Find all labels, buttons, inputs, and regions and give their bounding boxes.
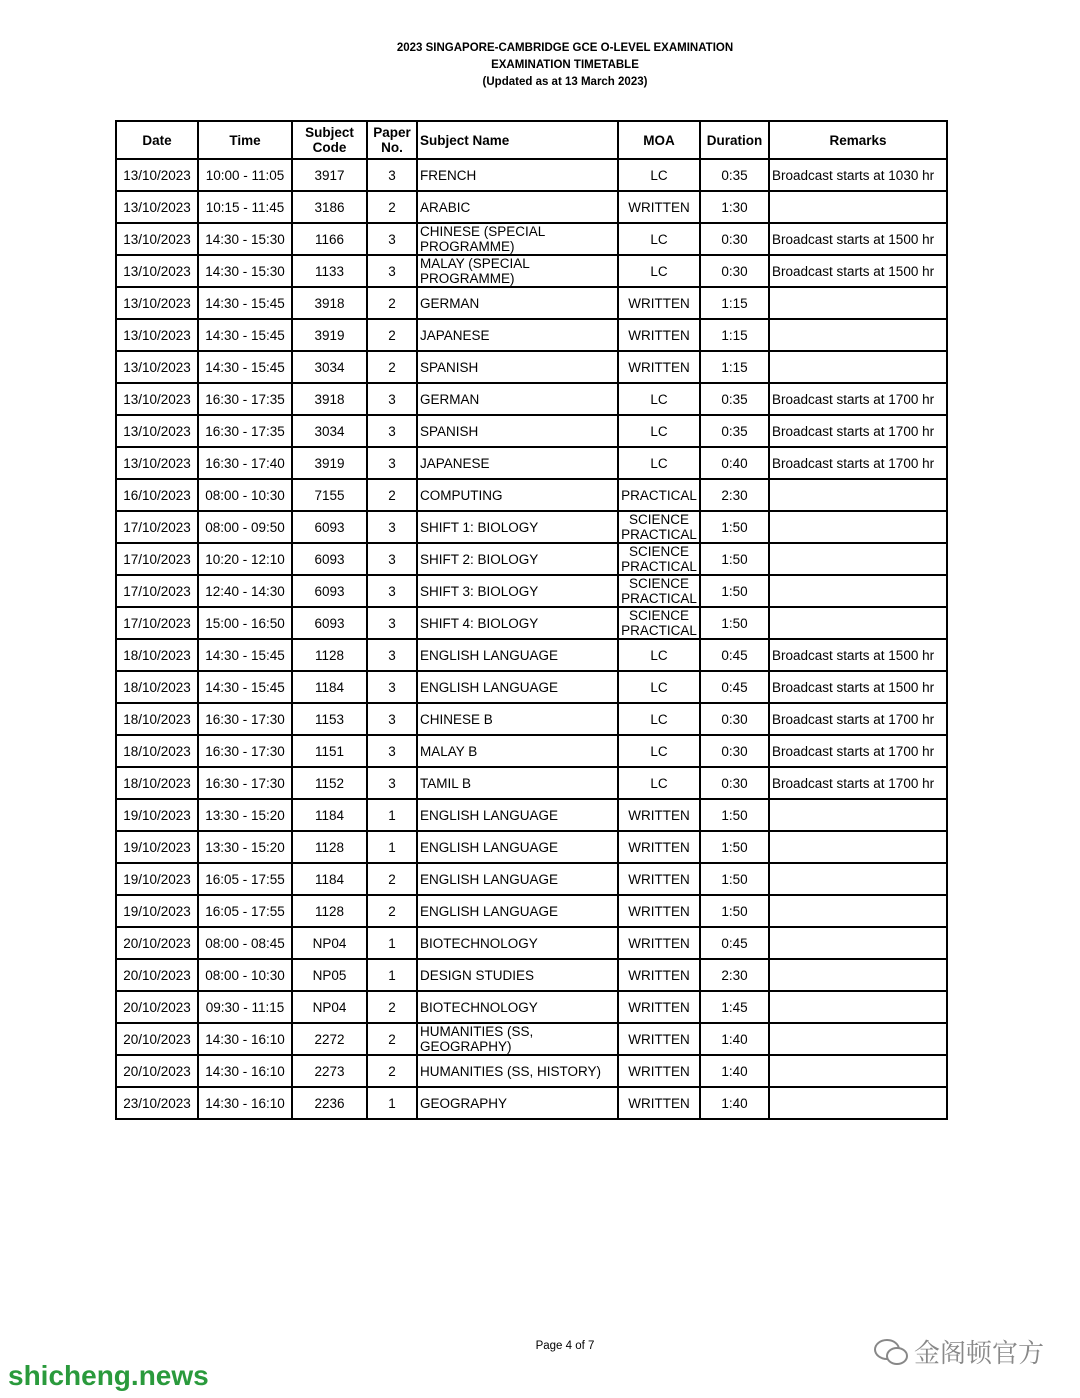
table-body [116, 159, 947, 1119]
cell-paper: 3 [367, 511, 417, 543]
col-remarks: Remarks [769, 121, 947, 159]
table-row [116, 351, 947, 383]
cell-code: NP05 [292, 959, 367, 991]
cell-rem [769, 511, 947, 543]
cell-subj: TAMIL B [417, 767, 618, 799]
cell-time: 13:30 - 15:20 [198, 799, 292, 831]
cell-rem [769, 191, 947, 223]
cell-subj: GEOGRAPHY [417, 1087, 618, 1119]
cell-dur: 0:40 [700, 447, 769, 479]
cell-dur: 0:30 [700, 767, 769, 799]
document-header [0, 40, 1080, 91]
wechat-icon [874, 1339, 908, 1365]
table-row [116, 1023, 947, 1055]
cell-date: 20/10/2023 [116, 1055, 198, 1087]
table-row [116, 191, 947, 223]
cell-code: 1184 [292, 799, 367, 831]
cell-subj: HUMANITIES (SS, HISTORY) [417, 1055, 618, 1087]
cell-rem [769, 1055, 947, 1087]
cell-paper: 3 [367, 447, 417, 479]
cell-moa: SCIENCE PRACTICAL [618, 575, 700, 607]
cell-rem [769, 831, 947, 863]
cell-dur: 0:35 [700, 159, 769, 191]
cell-time: 14:30 - 15:45 [198, 319, 292, 351]
cell-code: 3034 [292, 351, 367, 383]
cell-subj: MALAY B [417, 735, 618, 767]
cell-moa: WRITTEN [618, 287, 700, 319]
cell-code: 3919 [292, 447, 367, 479]
cell-subj: ENGLISH LANGUAGE [417, 799, 618, 831]
cell-dur: 1:15 [700, 351, 769, 383]
cell-dur: 1:50 [700, 543, 769, 575]
cell-rem [769, 479, 947, 511]
cell-code: 2273 [292, 1055, 367, 1087]
cell-paper: 3 [367, 767, 417, 799]
cell-dur: 1:40 [700, 1087, 769, 1119]
cell-paper: 3 [367, 415, 417, 447]
cell-date: 13/10/2023 [116, 223, 198, 255]
cell-paper: 3 [367, 575, 417, 607]
cell-time: 14:30 - 15:45 [198, 639, 292, 671]
cell-rem [769, 607, 947, 639]
cell-paper: 3 [367, 255, 417, 287]
cell-date: 13/10/2023 [116, 319, 198, 351]
cell-time: 08:00 - 09:50 [198, 511, 292, 543]
cell-paper: 2 [367, 1023, 417, 1055]
cell-rem [769, 799, 947, 831]
cell-code: 1128 [292, 895, 367, 927]
cell-rem [769, 351, 947, 383]
cell-time: 09:30 - 11:15 [198, 991, 292, 1023]
table-row [116, 767, 947, 799]
cell-paper: 3 [367, 383, 417, 415]
cell-paper: 1 [367, 831, 417, 863]
cell-subj: MALAY (SPECIAL PROGRAMME) [417, 255, 618, 287]
table-row [116, 575, 947, 607]
table-row [116, 543, 947, 575]
table-row [116, 863, 947, 895]
cell-date: 13/10/2023 [116, 287, 198, 319]
cell-time: 16:05 - 17:55 [198, 895, 292, 927]
cell-dur: 1:30 [700, 191, 769, 223]
cell-moa: SCIENCE PRACTICAL [618, 607, 700, 639]
cell-date: 17/10/2023 [116, 543, 198, 575]
cell-code: 1184 [292, 671, 367, 703]
cell-time: 14:30 - 16:10 [198, 1023, 292, 1055]
cell-subj: ENGLISH LANGUAGE [417, 639, 618, 671]
cell-dur: 2:30 [700, 479, 769, 511]
cell-time: 10:15 - 11:45 [198, 191, 292, 223]
cell-date: 13/10/2023 [116, 159, 198, 191]
table-row [116, 607, 947, 639]
cell-time: 16:30 - 17:35 [198, 383, 292, 415]
cell-date: 19/10/2023 [116, 863, 198, 895]
cell-moa: LC [618, 639, 700, 671]
col-date: Date [116, 121, 198, 159]
cell-dur: 1:50 [700, 511, 769, 543]
cell-code: 6093 [292, 575, 367, 607]
cell-subj: FRENCH [417, 159, 618, 191]
cell-date: 13/10/2023 [116, 191, 198, 223]
cell-rem [769, 287, 947, 319]
cell-rem [769, 543, 947, 575]
cell-dur: 0:30 [700, 703, 769, 735]
cell-rem: Broadcast starts at 1500 hr [769, 639, 947, 671]
cell-paper: 2 [367, 351, 417, 383]
cell-paper: 2 [367, 287, 417, 319]
cell-moa: WRITTEN [618, 191, 700, 223]
cell-moa: LC [618, 223, 700, 255]
cell-paper: 1 [367, 927, 417, 959]
cell-paper: 2 [367, 991, 417, 1023]
cell-dur: 1:50 [700, 895, 769, 927]
cell-paper: 2 [367, 191, 417, 223]
cell-dur: 0:30 [700, 255, 769, 287]
cell-time: 16:05 - 17:55 [198, 863, 292, 895]
cell-subj: HUMANITIES (SS, GEOGRAPHY) [417, 1023, 618, 1055]
cell-dur: 2:30 [700, 959, 769, 991]
cell-time: 16:30 - 17:30 [198, 703, 292, 735]
table-row [116, 383, 947, 415]
cell-moa: LC [618, 415, 700, 447]
cell-code: 1128 [292, 639, 367, 671]
cell-time: 16:30 - 17:30 [198, 767, 292, 799]
cell-code: 6093 [292, 511, 367, 543]
cell-date: 20/10/2023 [116, 927, 198, 959]
cell-dur: 1:15 [700, 287, 769, 319]
header-title: 2023 SINGAPORE-CAMBRIDGE GCE O-LEVEL EXAMINATION [396, 42, 734, 54]
table-row [116, 1087, 947, 1119]
cell-date: 13/10/2023 [116, 351, 198, 383]
cell-rem: Broadcast starts at 1700 hr [769, 703, 947, 735]
cell-rem [769, 319, 947, 351]
cell-moa: WRITTEN [618, 991, 700, 1023]
table-row [116, 735, 947, 767]
cell-moa: WRITTEN [618, 1087, 700, 1119]
cell-paper: 3 [367, 159, 417, 191]
cell-code: 6093 [292, 543, 367, 575]
cell-paper: 2 [367, 895, 417, 927]
cell-code: 1151 [292, 735, 367, 767]
cell-paper: 2 [367, 863, 417, 895]
header-row [116, 121, 947, 159]
cell-date: 17/10/2023 [116, 575, 198, 607]
cell-time: 14:30 - 16:10 [198, 1055, 292, 1087]
cell-time: 12:40 - 14:30 [198, 575, 292, 607]
cell-dur: 0:35 [700, 383, 769, 415]
cell-dur: 0:30 [700, 735, 769, 767]
cell-date: 18/10/2023 [116, 703, 198, 735]
cell-moa: WRITTEN [618, 799, 700, 831]
cell-paper: 3 [367, 639, 417, 671]
cell-date: 13/10/2023 [116, 383, 198, 415]
cell-time: 08:00 - 08:45 [198, 927, 292, 959]
cell-moa: LC [618, 255, 700, 287]
cell-time: 10:20 - 12:10 [198, 543, 292, 575]
cell-code: 7155 [292, 479, 367, 511]
col-time: Time [198, 121, 292, 159]
cell-subj: SHIFT 4: BIOLOGY [417, 607, 618, 639]
cell-moa: WRITTEN [618, 319, 700, 351]
cell-moa: LC [618, 383, 700, 415]
cell-paper: 3 [367, 607, 417, 639]
cell-moa: WRITTEN [618, 959, 700, 991]
cell-dur: 1:50 [700, 575, 769, 607]
cell-code: 1184 [292, 863, 367, 895]
cell-dur: 1:40 [700, 1055, 769, 1087]
cell-date: 20/10/2023 [116, 1023, 198, 1055]
cell-code: 2272 [292, 1023, 367, 1055]
cell-paper: 1 [367, 799, 417, 831]
cell-date: 18/10/2023 [116, 639, 198, 671]
cell-rem [769, 991, 947, 1023]
cell-time: 14:30 - 15:30 [198, 223, 292, 255]
cell-code: 1153 [292, 703, 367, 735]
cell-subj: BIOTECHNOLOGY [417, 927, 618, 959]
cell-subj: ENGLISH LANGUAGE [417, 831, 618, 863]
cell-date: 23/10/2023 [116, 1087, 198, 1119]
cell-rem: Broadcast starts at 1030 hr [769, 159, 947, 191]
cell-subj: SPANISH [417, 351, 618, 383]
cell-date: 18/10/2023 [116, 767, 198, 799]
cell-subj: ENGLISH LANGUAGE [417, 895, 618, 927]
table-row [116, 927, 947, 959]
cell-moa: WRITTEN [618, 351, 700, 383]
cell-date: 19/10/2023 [116, 895, 198, 927]
cell-date: 13/10/2023 [116, 447, 198, 479]
cell-paper: 3 [367, 735, 417, 767]
cell-time: 08:00 - 10:30 [198, 479, 292, 511]
cell-paper: 3 [367, 543, 417, 575]
cell-dur: 1:50 [700, 863, 769, 895]
cell-subj: DESIGN STUDIES [417, 959, 618, 991]
cell-rem: Broadcast starts at 1700 hr [769, 383, 947, 415]
cell-date: 18/10/2023 [116, 671, 198, 703]
cell-subj: BIOTECHNOLOGY [417, 991, 618, 1023]
cell-subj: JAPANESE [417, 319, 618, 351]
cell-rem [769, 959, 947, 991]
timetable [115, 120, 948, 1120]
cell-rem [769, 863, 947, 895]
cell-rem: Broadcast starts at 1700 hr [769, 415, 947, 447]
cell-time: 14:30 - 15:45 [198, 351, 292, 383]
cell-moa: LC [618, 159, 700, 191]
cell-subj: GERMAN [417, 383, 618, 415]
table-row [116, 1055, 947, 1087]
watermark-right-text: 金阁顿官方 [913, 1339, 1044, 1369]
table-row [116, 991, 947, 1023]
col-subject-name: Subject Name [417, 121, 618, 159]
cell-paper: 2 [367, 319, 417, 351]
cell-subj: SHIFT 1: BIOLOGY [417, 511, 618, 543]
cell-paper: 1 [367, 1087, 417, 1119]
cell-time: 13:30 - 15:20 [198, 831, 292, 863]
cell-date: 20/10/2023 [116, 959, 198, 991]
cell-dur: 1:40 [700, 1023, 769, 1055]
cell-paper: 3 [367, 671, 417, 703]
cell-code: 1128 [292, 831, 367, 863]
cell-dur: 1:50 [700, 607, 769, 639]
cell-paper: 3 [367, 223, 417, 255]
cell-time: 10:00 - 11:05 [198, 159, 292, 191]
cell-rem: Broadcast starts at 1700 hr [769, 447, 947, 479]
cell-code: NP04 [292, 927, 367, 959]
cell-dur: 0:45 [700, 671, 769, 703]
col-duration: Duration [700, 121, 769, 159]
cell-rem [769, 895, 947, 927]
cell-rem: Broadcast starts at 1500 hr [769, 223, 947, 255]
cell-code: 2236 [292, 1087, 367, 1119]
cell-subj: SHIFT 3: BIOLOGY [417, 575, 618, 607]
table-row [116, 479, 947, 511]
cell-subj: ARABIC [417, 191, 618, 223]
cell-moa: LC [618, 767, 700, 799]
cell-time: 14:30 - 15:45 [198, 287, 292, 319]
cell-code: 3919 [292, 319, 367, 351]
cell-code: 6093 [292, 607, 367, 639]
cell-rem: Broadcast starts at 1500 hr [769, 255, 947, 287]
cell-code: 1166 [292, 223, 367, 255]
cell-dur: 0:45 [700, 927, 769, 959]
cell-subj: ENGLISH LANGUAGE [417, 671, 618, 703]
table-row [116, 319, 947, 351]
cell-code: 3034 [292, 415, 367, 447]
cell-moa: SCIENCE PRACTICAL [618, 543, 700, 575]
cell-rem [769, 927, 947, 959]
watermark-left: shicheng.news [8, 1360, 209, 1391]
cell-dur: 0:45 [700, 639, 769, 671]
header-subtitle: EXAMINATION TIMETABLE [491, 59, 639, 71]
cell-date: 17/10/2023 [116, 511, 198, 543]
cell-rem: Broadcast starts at 1700 hr [769, 767, 947, 799]
cell-rem: Broadcast starts at 1500 hr [769, 671, 947, 703]
page-number: Page 4 of 7 [535, 1340, 595, 1352]
cell-time: 14:30 - 15:30 [198, 255, 292, 287]
cell-paper: 2 [367, 479, 417, 511]
table-row [116, 703, 947, 735]
cell-moa: SCIENCE PRACTICAL [618, 511, 700, 543]
table-row [116, 639, 947, 671]
cell-subj: ENGLISH LANGUAGE [417, 863, 618, 895]
cell-moa: WRITTEN [618, 1023, 700, 1055]
cell-paper: 2 [367, 1055, 417, 1087]
cell-subj: CHINESE B [417, 703, 618, 735]
table-row [116, 223, 947, 255]
cell-moa: PRACTICAL [618, 479, 700, 511]
cell-code: 1152 [292, 767, 367, 799]
cell-paper: 1 [367, 959, 417, 991]
cell-rem: Broadcast starts at 1700 hr [769, 735, 947, 767]
cell-dur: 1:15 [700, 319, 769, 351]
cell-time: 15:00 - 16:50 [198, 607, 292, 639]
cell-code: 3917 [292, 159, 367, 191]
table-row [116, 511, 947, 543]
cell-date: 19/10/2023 [116, 831, 198, 863]
cell-code: NP04 [292, 991, 367, 1023]
cell-rem [769, 575, 947, 607]
cell-dur: 0:30 [700, 223, 769, 255]
cell-moa: LC [618, 703, 700, 735]
cell-date: 13/10/2023 [116, 255, 198, 287]
cell-code: 3186 [292, 191, 367, 223]
cell-time: 08:00 - 10:30 [198, 959, 292, 991]
cell-moa: LC [618, 735, 700, 767]
cell-dur: 1:50 [700, 831, 769, 863]
cell-moa: LC [618, 447, 700, 479]
cell-code: 1133 [292, 255, 367, 287]
cell-date: 16/10/2023 [116, 479, 198, 511]
cell-date: 18/10/2023 [116, 735, 198, 767]
watermark-right [874, 1333, 1044, 1370]
cell-subj: CHINESE (SPECIAL PROGRAMME) [417, 223, 618, 255]
cell-time: 16:30 - 17:35 [198, 415, 292, 447]
cell-date: 17/10/2023 [116, 607, 198, 639]
cell-code: 3918 [292, 383, 367, 415]
cell-time: 16:30 - 17:40 [198, 447, 292, 479]
table-row [116, 287, 947, 319]
cell-subj: JAPANESE [417, 447, 618, 479]
cell-subj: SHIFT 2: BIOLOGY [417, 543, 618, 575]
table-row [116, 415, 947, 447]
cell-date: 13/10/2023 [116, 415, 198, 447]
table-row [116, 447, 947, 479]
cell-moa: WRITTEN [618, 831, 700, 863]
table-row [116, 671, 947, 703]
cell-time: 16:30 - 17:30 [198, 735, 292, 767]
cell-subj: GERMAN [417, 287, 618, 319]
table-row [116, 799, 947, 831]
cell-moa: WRITTEN [618, 927, 700, 959]
cell-code: 3918 [292, 287, 367, 319]
cell-moa: WRITTEN [618, 895, 700, 927]
cell-paper: 3 [367, 703, 417, 735]
cell-time: 14:30 - 16:10 [198, 1087, 292, 1119]
cell-rem [769, 1023, 947, 1055]
table-row [116, 255, 947, 287]
table-row [116, 895, 947, 927]
col-moa: MOA [618, 121, 700, 159]
table-row [116, 159, 947, 191]
cell-rem [769, 1087, 947, 1119]
header-updated: (Updated as at 13 March 2023) [482, 76, 648, 88]
cell-dur: 0:35 [700, 415, 769, 447]
table-row [116, 831, 947, 863]
col-subject-code: Subject Code [292, 121, 367, 159]
cell-moa: WRITTEN [618, 1055, 700, 1087]
cell-subj: SPANISH [417, 415, 618, 447]
cell-dur: 1:50 [700, 799, 769, 831]
cell-dur: 1:45 [700, 991, 769, 1023]
cell-moa: LC [618, 671, 700, 703]
cell-moa: WRITTEN [618, 863, 700, 895]
cell-date: 20/10/2023 [116, 991, 198, 1023]
cell-time: 14:30 - 15:45 [198, 671, 292, 703]
table-row [116, 959, 947, 991]
cell-subj: COMPUTING [417, 479, 618, 511]
col-paper-no: Paper No. [367, 121, 417, 159]
cell-date: 19/10/2023 [116, 799, 198, 831]
